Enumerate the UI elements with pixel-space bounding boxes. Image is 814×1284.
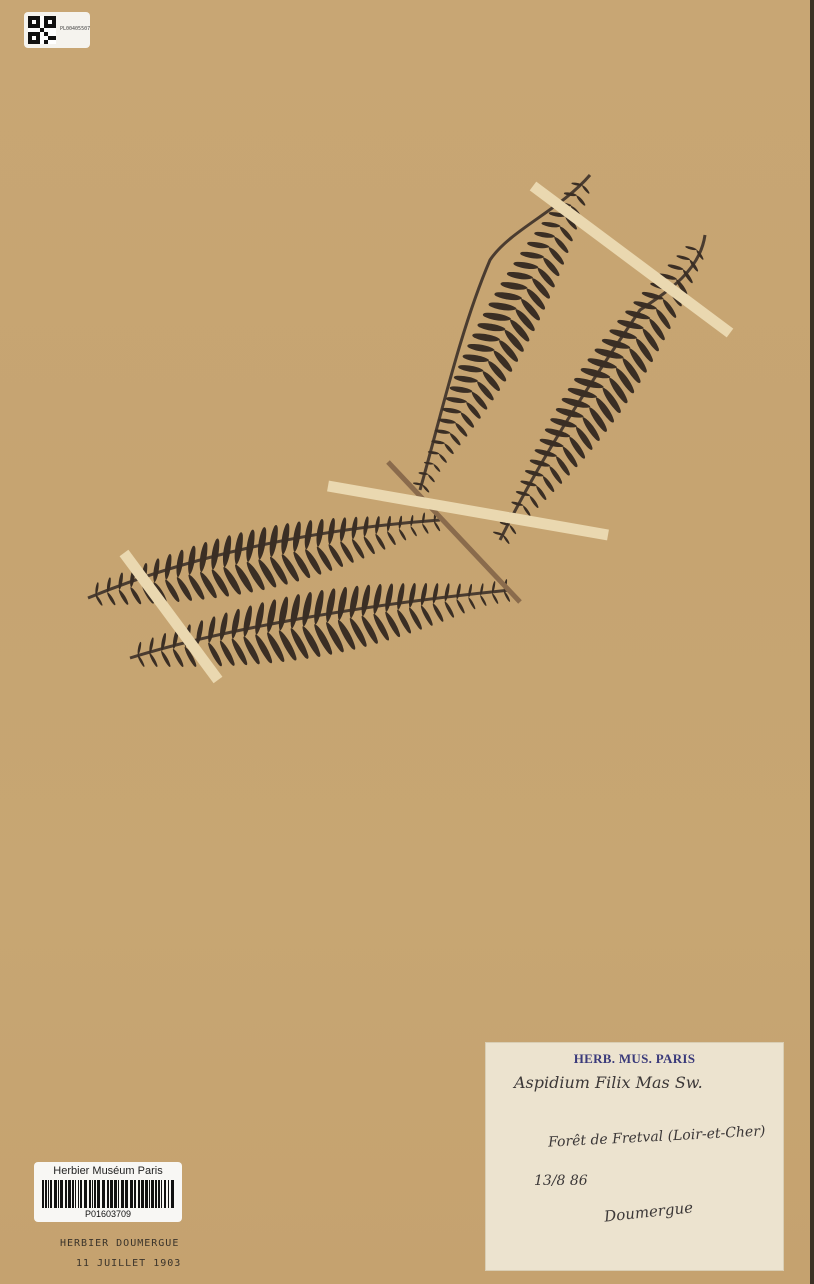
pinna [558,225,574,242]
pinna [506,271,533,281]
pinna [438,418,456,425]
pinna [453,375,478,384]
pinna [479,595,487,607]
pinna [253,602,265,635]
pinna [433,464,441,473]
pinna [432,583,440,604]
label-header: HERB. MUS. PARIS [573,1051,696,1066]
pinna [148,652,159,667]
pinna [520,251,544,260]
pinna [467,597,476,610]
herbarium-label [485,1042,784,1271]
collector-signature: Doumergue [603,1198,694,1226]
pinna [443,601,455,619]
mounting-strip [124,553,218,680]
pinna [410,526,418,537]
frond-upper-center [413,175,591,493]
pinna [449,432,462,446]
pinna [362,536,376,556]
pinna [500,281,528,291]
pinna [541,475,556,493]
barcode-bar [60,1180,63,1208]
herbarium-stamp-line2: 11 JUILLET 1903 [76,1258,182,1269]
barcode-bar [92,1180,93,1208]
pinna [152,558,160,582]
barcode-bar [45,1180,47,1208]
pinna [230,608,241,639]
pinna [454,422,469,438]
pinna [491,593,499,605]
pinna [444,583,451,602]
pinna [427,474,435,483]
pinna [207,616,217,643]
pinna [442,407,462,414]
pinna [348,585,360,618]
pinna [443,443,455,455]
barcode-bar [84,1180,87,1208]
pinna [421,523,429,534]
pinna [435,429,451,435]
barcode-number: P01603709 [84,1209,132,1219]
barcode-bar [141,1180,144,1208]
pinna [289,594,302,629]
barcode-bar [145,1180,148,1208]
pinna [616,318,644,331]
pinna [336,586,348,620]
barcode-bar [42,1180,44,1208]
sheet-edge [810,0,814,1284]
pinna [482,312,511,323]
pinna [445,396,467,404]
pinna [386,531,397,546]
pinna [384,583,395,612]
barcode-bar [107,1180,109,1208]
stipe [388,462,520,602]
pinna [398,528,407,541]
barcode-bar [75,1180,76,1208]
pinna [467,343,495,353]
pinna [609,328,638,341]
barcode-bar [118,1180,119,1208]
pinna [455,599,466,614]
barcode-bar [102,1180,105,1208]
pinna [422,484,430,493]
barcode-bar [151,1180,154,1208]
pinna [408,583,417,609]
pinna [477,322,506,333]
pinna [129,586,143,605]
pinna [324,588,337,623]
pinna [575,195,586,207]
pinna [277,596,290,631]
barcode-title: Herbier Muséum Paris [53,1165,163,1177]
pinna [218,612,229,641]
locality: Forêt de Fretval (Loir-et-Cher) [547,1123,766,1151]
barcode-bar [97,1180,100,1208]
pinna [137,654,146,667]
pinna [431,603,445,623]
barcode-bar [134,1180,136,1208]
barcode-bar [168,1180,169,1208]
pinna [301,591,314,626]
pinna [581,184,590,194]
barcode-bar [121,1180,124,1208]
pinna [374,533,387,550]
pinna [534,231,555,239]
pinna [350,538,366,560]
pinna [360,584,372,616]
pinna [601,337,631,350]
pinna [438,453,448,463]
pinna [372,583,383,614]
pinna [527,241,550,250]
barcode-bar [48,1180,49,1208]
barcode-bar [161,1180,162,1208]
collection-date: 13/8 86 [534,1173,588,1189]
barcode-bar [89,1180,91,1208]
barcode-icon [42,1180,174,1208]
taxon-name: Aspidium Filix Mas Sw. [514,1073,703,1092]
barcode-bar [94,1180,96,1208]
barcode-bar [130,1180,133,1208]
pinna [160,650,172,668]
mounting-strips [124,186,730,680]
pinna [95,594,104,606]
barcode-bar [158,1180,160,1208]
pinna [535,485,548,501]
barcode-bar [72,1180,74,1208]
pinna [164,554,173,580]
pinna [502,535,510,545]
pinna [419,605,434,627]
pinna [106,592,117,606]
pinna [420,583,428,606]
pinna [433,521,441,532]
pinna [396,583,406,610]
barcode-bar [54,1180,57,1208]
barcode-bar [65,1180,67,1208]
qr-code-text: PL00405507 [60,26,91,32]
pinna [528,495,539,509]
pinna [509,525,517,535]
barcode-bar [171,1180,174,1208]
barcode-bar [80,1180,82,1208]
barcode-bar [58,1180,59,1208]
barcode-bar [110,1180,113,1208]
pinna [472,332,501,343]
pinna [242,605,254,637]
frond-upper-right [493,235,705,545]
pinna [462,353,489,363]
barcode-bar [50,1180,52,1208]
barcode-bar [164,1180,166,1208]
pinna [265,599,277,633]
barcode-bar [138,1180,140,1208]
pinna [676,255,690,262]
pinna [171,648,185,668]
barcode-bar [149,1180,150,1208]
pinna [312,589,325,624]
pinna [494,291,522,302]
pinna [117,589,129,606]
barcode-bar [78,1180,79,1208]
pinna [667,264,684,272]
pinna [541,221,560,228]
barcode-bar [125,1180,128,1208]
pinna [685,246,697,251]
pinna [513,261,539,271]
pinna [458,364,484,374]
pinna [488,301,517,312]
barcode-tag [34,1162,182,1222]
barcode-bar [155,1180,157,1208]
barcode-bar [114,1180,117,1208]
pinna [449,385,472,394]
barcode-bar [68,1180,71,1208]
herbarium-stamp-line1: HERBIER DOUMERGUE [60,1238,180,1249]
